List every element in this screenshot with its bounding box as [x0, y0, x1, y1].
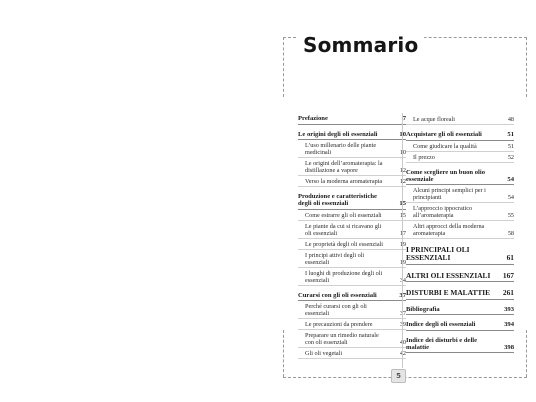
toc-entry-page: 10: [399, 130, 406, 138]
toc-entry-title: Le piante da cui si ricavano gli oli essenziali: [305, 222, 382, 237]
toc-entry-title: I PRINCIPALI OLI ESSENZIALI: [406, 245, 470, 262]
toc-entry-page: 34: [399, 276, 406, 284]
toc-entry-title: Verso la moderna aromaterapia: [305, 178, 383, 185]
toc-entry: [406, 142, 514, 152]
toc-entry: [298, 240, 406, 250]
toc-entry-page: 19: [399, 240, 406, 248]
toc-entry: [298, 115, 406, 125]
toc-entry-title: ALTRI OLI ESSENZIALI: [406, 270, 491, 280]
toc-entry: [406, 289, 514, 300]
column-divider: [402, 113, 403, 368]
toc-entry-title: L’uso millenario delle piante medicinali: [305, 142, 377, 156]
toc-entry-page: 12: [399, 178, 406, 185]
toc-entry: [406, 169, 514, 186]
toc-entry-page: 61: [506, 253, 514, 262]
toc-entry-title: Curarsi con gli oli essenziali: [298, 291, 377, 299]
toc-entry: [298, 211, 406, 221]
toc-entry-page: 37: [399, 310, 406, 317]
toc-entry-title: Produzione e caratteristiche degli oli essenziali: [298, 193, 377, 207]
toc-entry-title: Acquistare gli oli essenziali: [406, 131, 482, 138]
toc-entry-title: Indice degli oli essenziali: [406, 321, 476, 328]
toc-entry-title: Indice dei disturbi e delle malattie: [406, 336, 478, 351]
toc-entry: [406, 246, 514, 265]
toc-entry-title: Bibliografia: [406, 305, 440, 313]
toc-entry-page: 167: [502, 270, 514, 280]
toc-entry-page: 393: [504, 305, 514, 313]
toc-entry-page: 10: [399, 149, 406, 156]
toc-entry: [298, 193, 406, 210]
toc-entry-title: I principi attivi degli oli essenziali: [305, 251, 365, 266]
toc-entry-page: 15: [399, 211, 406, 219]
toc-entry: [298, 269, 406, 286]
toc-entry-page: 42: [399, 350, 406, 357]
toc-entry-title: Gli oli vegetali: [305, 350, 343, 357]
toc-entry: [298, 251, 406, 268]
toc-entry: [406, 131, 514, 141]
toc-left-column: [298, 115, 406, 359]
toc-entry-page: 261: [502, 288, 514, 297]
toc-entry-title: Le precauzioni da prendere: [305, 321, 373, 328]
toc-entry-page: 17: [399, 229, 406, 237]
toc-entry-page: 52: [507, 153, 514, 161]
frame-right-border: [526, 37, 527, 97]
toc-entry-page: 48: [507, 116, 514, 123]
toc-entry-title: Le proprietà degli oli essenziali: [305, 240, 384, 248]
toc-entry-page: 37: [399, 291, 406, 299]
toc-entry: [406, 153, 514, 163]
toc-entry-title: Le origini dell’aromaterapia: la distillazione a vapore: [305, 160, 383, 174]
toc-entry: [298, 222, 406, 239]
toc-entry-page: 7: [402, 115, 406, 122]
toc-entry: [298, 141, 406, 158]
toc-entry-title: Come giudicare la qualità: [413, 142, 477, 150]
toc-entry-title: Le origini degli oli essenziali: [298, 130, 378, 138]
toc-entry: [298, 177, 406, 187]
toc-entry: [298, 302, 406, 319]
frame-bottom-left-border: [283, 330, 284, 377]
toc-entry: [406, 115, 514, 125]
toc-entry-page: 39: [399, 321, 406, 328]
toc-entry-title: Alcuni principi semplici per i principianti: [413, 187, 486, 201]
toc-entry-page: 51: [507, 142, 514, 150]
toc-entry: [406, 306, 514, 316]
toc-entry-page: 12: [399, 167, 406, 174]
page-title: Sommario: [297, 33, 424, 57]
toc-entry: [298, 292, 406, 302]
toc-entry-title: DISTURBI E MALATTIE: [406, 288, 491, 297]
toc-entry-title: Le acque floreali: [413, 116, 455, 123]
toc-entry-page: 54: [507, 175, 514, 183]
frame-left-border: [283, 37, 284, 97]
toc-entry-page: 398: [504, 343, 514, 351]
frame-bottom-right-border: [526, 330, 527, 377]
toc-entry-title: Altri approcci della moderna aromaterapia: [413, 223, 485, 237]
toc-entry-title: Il prezzo: [413, 153, 435, 161]
toc-entry-title: Come scegliere un buon olio essenziale: [406, 168, 486, 183]
toc-entry-title: L’approccio ippocratico all’aromaterapia: [413, 205, 473, 219]
toc-entry-page: 15: [399, 200, 406, 207]
toc-entry: [406, 222, 514, 239]
toc-entry-title: Come estrarre gli oli essenziali: [305, 211, 382, 219]
page-number-badge: 5: [391, 369, 406, 383]
toc-entry: [406, 272, 514, 283]
toc-entry-page: 54: [507, 194, 514, 201]
toc-entry: [406, 204, 514, 221]
toc-entry-page: 58: [507, 230, 514, 237]
toc-entry-title: Preparare un rimedio naturale con oli essenziali: [305, 332, 379, 346]
toc-entry-title: Perché curarsi con gli oli essenziali: [305, 303, 367, 317]
toc-entry-title: I luoghi di produzione degli oli essenziali: [305, 269, 383, 284]
toc-entry: [298, 131, 406, 141]
toc-entry-page: 55: [507, 212, 514, 219]
toc-entry: [406, 321, 514, 331]
toc-entry-page: 394: [504, 321, 514, 328]
toc-entry: [298, 159, 406, 176]
toc-entry: [406, 337, 514, 354]
toc-entry-title: Prefazione: [298, 115, 328, 122]
toc-entry: [298, 331, 406, 348]
toc-entry: [298, 349, 406, 359]
toc-entry-page: 40: [399, 339, 406, 346]
toc-right-column: [406, 115, 514, 353]
toc-entry-page: 19: [399, 258, 406, 266]
toc-entry-page: 51: [507, 131, 514, 138]
toc-entry: [298, 320, 406, 330]
toc-entry: [406, 186, 514, 203]
